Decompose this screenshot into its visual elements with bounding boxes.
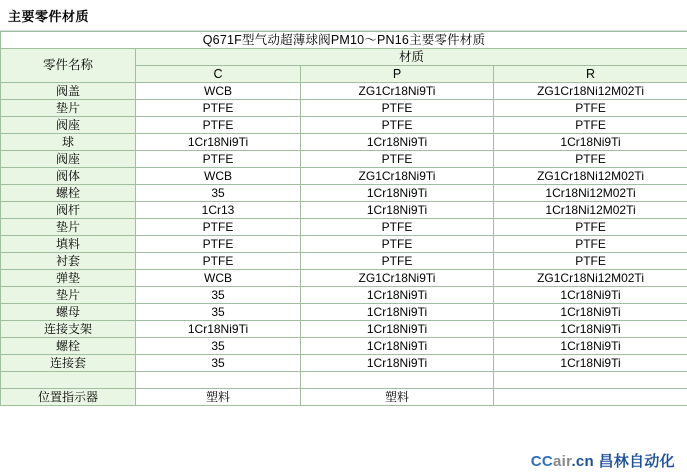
- row-part-name: 螺栓: [1, 185, 136, 202]
- row-part-name: 垫片: [1, 100, 136, 117]
- spacer-cell-c: [136, 372, 301, 389]
- row-material-r: 1Cr18Ni12M02Ti: [494, 185, 687, 202]
- row-material-c: PTFE: [136, 236, 301, 253]
- row-material-r: PTFE: [494, 253, 687, 270]
- table-row: [1, 304, 687, 321]
- row-material-c: 35: [136, 287, 301, 304]
- watermark-air: air: [553, 453, 572, 470]
- row-material-c: PTFE: [136, 100, 301, 117]
- header-material-r: R: [494, 66, 687, 83]
- row-material-r: [494, 389, 687, 406]
- table-row: [1, 151, 687, 168]
- row-part-name: 位置指示器: [1, 389, 136, 406]
- row-material-r: PTFE: [494, 100, 687, 117]
- table-row: [1, 83, 687, 100]
- table-row: [1, 168, 687, 185]
- row-material-r: ZG1Cr18Ni12M02Ti: [494, 83, 687, 100]
- table-caption-row: [1, 32, 687, 49]
- row-material-r: 1Cr18Ni9Ti: [494, 355, 687, 372]
- row-part-name: 垫片: [1, 219, 136, 236]
- spacer-cell-p: [301, 372, 494, 389]
- row-part-name: 衬套: [1, 253, 136, 270]
- row-part-name: 阀杆: [1, 202, 136, 219]
- row-material-p: 1Cr18Ni9Ti: [301, 338, 494, 355]
- table-caption: Q671F型气动超薄球阀PM10～PN16主要零件材质: [1, 32, 687, 49]
- row-material-r: 1Cr18Ni9Ti: [494, 134, 687, 151]
- watermark: [531, 450, 675, 471]
- spacer-name-cell: [1, 372, 136, 389]
- table-row: [1, 253, 687, 270]
- row-material-p: 1Cr18Ni9Ti: [301, 202, 494, 219]
- row-part-name: 弹垫: [1, 270, 136, 287]
- row-material-p: 1Cr18Ni9Ti: [301, 321, 494, 338]
- row-material-p: PTFE: [301, 253, 494, 270]
- table-spacer-row: [1, 372, 687, 389]
- page-title: 主要零件材质: [8, 9, 90, 24]
- table-row: [1, 219, 687, 236]
- header-part-name: 零件名称: [1, 49, 136, 83]
- row-material-r: 1Cr18Ni12M02Ti: [494, 202, 687, 219]
- row-material-p: PTFE: [301, 117, 494, 134]
- row-material-c: 1Cr18Ni9Ti: [136, 134, 301, 151]
- row-material-c: PTFE: [136, 151, 301, 168]
- row-material-p: 1Cr18Ni9Ti: [301, 304, 494, 321]
- table-row: [1, 117, 687, 134]
- row-material-c: WCB: [136, 270, 301, 287]
- material-table-container: [0, 31, 687, 406]
- table-row: [1, 270, 687, 287]
- row-material-c: 35: [136, 185, 301, 202]
- table-row: [1, 236, 687, 253]
- row-material-p: 1Cr18Ni9Ti: [301, 355, 494, 372]
- row-part-name: 阀体: [1, 168, 136, 185]
- row-material-p: 1Cr18Ni9Ti: [301, 134, 494, 151]
- row-material-p: PTFE: [301, 100, 494, 117]
- material-table: [0, 31, 687, 406]
- row-material-c: 1Cr18Ni9Ti: [136, 321, 301, 338]
- watermark-cn: .cn: [571, 453, 595, 470]
- row-material-r: PTFE: [494, 236, 687, 253]
- row-material-p: 塑料: [301, 389, 494, 406]
- row-part-name: 填料: [1, 236, 136, 253]
- row-material-r: 1Cr18Ni9Ti: [494, 304, 687, 321]
- table-row: [1, 338, 687, 355]
- row-material-p: PTFE: [301, 219, 494, 236]
- watermark-company: 昌林自动化: [598, 453, 675, 470]
- row-material-r: 1Cr18Ni9Ti: [494, 321, 687, 338]
- header-material: 材质: [136, 49, 687, 66]
- spacer-cell-r: [494, 372, 687, 389]
- watermark-cc: CC: [530, 453, 554, 470]
- row-part-name: 螺栓: [1, 338, 136, 355]
- row-material-r: PTFE: [494, 151, 687, 168]
- row-material-c: PTFE: [136, 219, 301, 236]
- row-material-p: ZG1Cr18Ni9Ti: [301, 270, 494, 287]
- row-part-name: 连接套: [1, 355, 136, 372]
- row-material-c: 35: [136, 355, 301, 372]
- header-material-c: C: [136, 66, 301, 83]
- row-material-r: 1Cr18Ni9Ti: [494, 338, 687, 355]
- table-row: [1, 185, 687, 202]
- row-material-p: 1Cr18Ni9Ti: [301, 185, 494, 202]
- table-row: [1, 134, 687, 151]
- row-part-name: 阀座: [1, 117, 136, 134]
- row-material-p: PTFE: [301, 151, 494, 168]
- table-row-last: [1, 389, 687, 406]
- row-material-p: ZG1Cr18Ni9Ti: [301, 83, 494, 100]
- row-material-c: WCB: [136, 83, 301, 100]
- row-material-p: ZG1Cr18Ni9Ti: [301, 168, 494, 185]
- row-material-r: ZG1Cr18Ni12M02Ti: [494, 270, 687, 287]
- table-row: [1, 287, 687, 304]
- row-material-r: PTFE: [494, 117, 687, 134]
- row-material-r: ZG1Cr18Ni12M02Ti: [494, 168, 687, 185]
- row-part-name: 垫片: [1, 287, 136, 304]
- row-material-c: 35: [136, 304, 301, 321]
- row-material-c: 35: [136, 338, 301, 355]
- row-material-r: 1Cr18Ni9Ti: [494, 287, 687, 304]
- table-header-row-1: [1, 49, 687, 66]
- row-material-c: 1Cr13: [136, 202, 301, 219]
- row-material-p: PTFE: [301, 236, 494, 253]
- table-row: [1, 202, 687, 219]
- row-material-c: 塑料: [136, 389, 301, 406]
- row-material-c: PTFE: [136, 253, 301, 270]
- row-part-name: 阀盖: [1, 83, 136, 100]
- table-row: [1, 321, 687, 338]
- row-part-name: 连接支架: [1, 321, 136, 338]
- row-part-name: 球: [1, 134, 136, 151]
- row-part-name: 阀座: [1, 151, 136, 168]
- table-row: [1, 355, 687, 372]
- row-material-r: PTFE: [494, 219, 687, 236]
- table-row: [1, 100, 687, 117]
- row-material-c: PTFE: [136, 117, 301, 134]
- header-material-p: P: [301, 66, 494, 83]
- row-part-name: 螺母: [1, 304, 136, 321]
- row-material-p: 1Cr18Ni9Ti: [301, 287, 494, 304]
- row-material-c: WCB: [136, 168, 301, 185]
